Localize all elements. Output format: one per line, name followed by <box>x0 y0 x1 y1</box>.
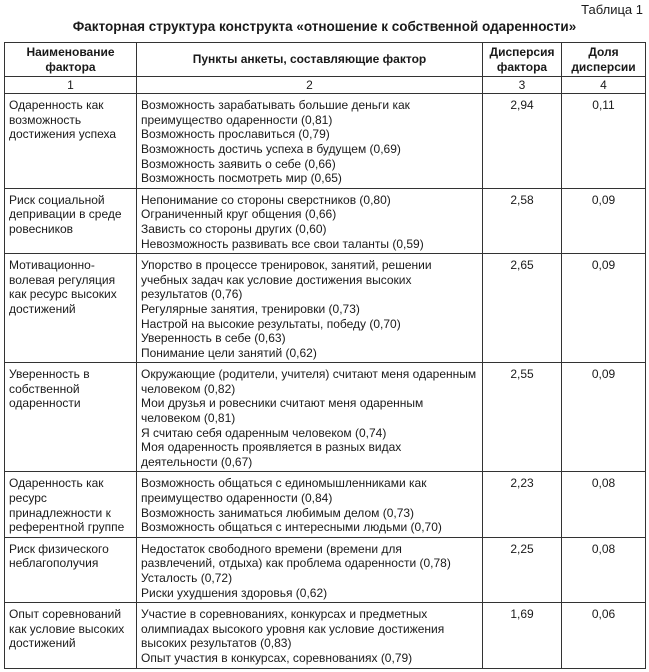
questionnaire-item: Возможность прославиться (0,79) <box>141 127 330 142</box>
factor-name-cell: Риск физического неблагополучия <box>5 537 137 602</box>
variance-cell: 2,25 <box>483 537 562 602</box>
header-factor-name: Наименование фактора <box>5 43 137 77</box>
questionnaire-item: Я считаю себя одаренным человеком (0,74) <box>141 425 387 440</box>
factor-items-cell <box>137 254 483 363</box>
factor-name-cell: Одаренность как ресурс принадлежности к референтной группе <box>5 472 137 537</box>
factor-items-cell <box>137 603 483 668</box>
variance-share-cell: 0,09 <box>562 254 646 363</box>
header-variance: Дисперсия фактора <box>483 43 562 77</box>
variance-cell: 2,65 <box>483 254 562 363</box>
factor-name-cell: Опыт соревнований как условие высоких достижений <box>5 603 137 668</box>
questionnaire-item: Упорство в процессе тренировок, занятий, решении учебных задач как условие достижения высоких результатов (0,76) <box>141 258 432 302</box>
questionnaire-item: Невозможность развивать все свои таланты (0,59) <box>141 236 424 251</box>
variance-share-cell: 0,09 <box>562 363 646 472</box>
header-variance-share: Доля дисперсии <box>562 43 646 77</box>
column-number: 1 <box>5 77 137 94</box>
questionnaire-item: Зависть со стороны других (0,60) <box>141 221 327 236</box>
questionnaire-item: Настрой на высокие результаты, победу (0,70) <box>141 316 401 331</box>
column-number: 4 <box>562 77 646 94</box>
questionnaire-item: Возможность достичь успеха в будущем (0,69) <box>141 141 401 156</box>
questionnaire-item: Участие в соревнованиях, конкурсах и предметных олимпиадах высокого уровня как условие достижения высоких результатов (0,83) <box>141 607 445 651</box>
questionnaire-item: Возможность общаться с единомышленниками как преимущество одаренности (0,84) <box>141 476 427 506</box>
table-row <box>5 537 646 602</box>
questionnaire-item: Непонимание со стороны сверстников (0,80) <box>141 192 391 207</box>
table-row <box>5 94 646 189</box>
factor-items-cell <box>137 94 483 189</box>
factor-structure-table <box>4 42 646 669</box>
questionnaire-item: Регулярные занятия, тренировки (0,73) <box>141 301 360 316</box>
factor-name-cell: Мотивационно-волевая регуляция как ресурс высоких достижений <box>5 254 137 363</box>
table-row <box>5 603 646 668</box>
questionnaire-item: Уверенность в себе (0,63) <box>141 331 286 346</box>
questionnaire-item: Возможность заявить о себе (0,66) <box>141 156 336 171</box>
variance-share-cell: 0,08 <box>562 537 646 602</box>
variance-cell: 2,55 <box>483 363 562 472</box>
table-number: Таблица 1 <box>581 2 643 17</box>
variance-cell: 2,58 <box>483 188 562 253</box>
questionnaire-item: Понимание цели занятий (0,62) <box>141 345 317 360</box>
factor-items-cell <box>137 363 483 472</box>
table-row <box>5 254 646 363</box>
column-number: 2 <box>137 77 483 94</box>
variance-cell: 2,23 <box>483 472 562 537</box>
questionnaire-item: Окружающие (родители, учителя) считают меня одаренным человеком (0,82) <box>141 367 477 396</box>
questionnaire-item: Возможность общаться с интересными людьми (0,70) <box>141 520 442 535</box>
questionnaire-item: Ограниченный круг общения (0,66) <box>141 207 337 222</box>
questionnaire-item: Мои друзья и ровесники считают меня одаренным человеком (0,81) <box>141 396 424 426</box>
table-row <box>5 472 646 537</box>
factor-name-cell: Уверенность в собственной одаренности <box>5 363 137 472</box>
questionnaire-item: Недостаток свободного времени (времени для развлечений, отдыха) как проблема одаренности (0,78) <box>141 541 451 571</box>
questionnaire-item: Возможность заниматься любимым делом (0,73) <box>141 505 415 520</box>
questionnaire-item: Возможность посмотреть мир (0,65) <box>141 171 342 186</box>
variance-share-cell: 0,11 <box>562 94 646 189</box>
variance-share-cell: 0,09 <box>562 188 646 253</box>
table-row <box>5 188 646 253</box>
header-items: Пункты анкеты, составляющие фактор <box>137 43 483 77</box>
questionnaire-item: Усталость (0,72) <box>141 571 233 585</box>
questionnaire-item: Возможность зарабатывать большие деньги как преимущество одаренности (0,81) <box>141 98 410 127</box>
questionnaire-item: Риски ухудшения здоровья (0,62) <box>141 585 328 600</box>
factor-name-cell: Одаренность как возможность достижения успеха <box>5 94 137 189</box>
factor-name-cell: Риск социальной депривации в среде ровесников <box>5 188 137 253</box>
variance-share-cell: 0,06 <box>562 603 646 668</box>
variance-cell: 1,69 <box>483 603 562 668</box>
column-number: 3 <box>483 77 562 94</box>
table-row <box>5 363 646 472</box>
questionnaire-item: Моя одаренность проявляется в разных видах деятельности (0,67) <box>141 440 402 469</box>
column-number-row <box>5 77 646 94</box>
variance-cell: 2,94 <box>483 94 562 189</box>
factor-items-cell <box>137 472 483 537</box>
table-body <box>5 94 646 668</box>
factor-items-cell <box>137 188 483 253</box>
questionnaire-item: Опыт участия в конкурсах, соревнованиях (0,79) <box>141 650 413 665</box>
header-row <box>5 43 646 77</box>
factor-items-cell <box>137 537 483 602</box>
variance-share-cell: 0,08 <box>562 472 646 537</box>
table-title: Факторная структура конструкта «отношение к собственной одаренности» <box>72 19 577 34</box>
